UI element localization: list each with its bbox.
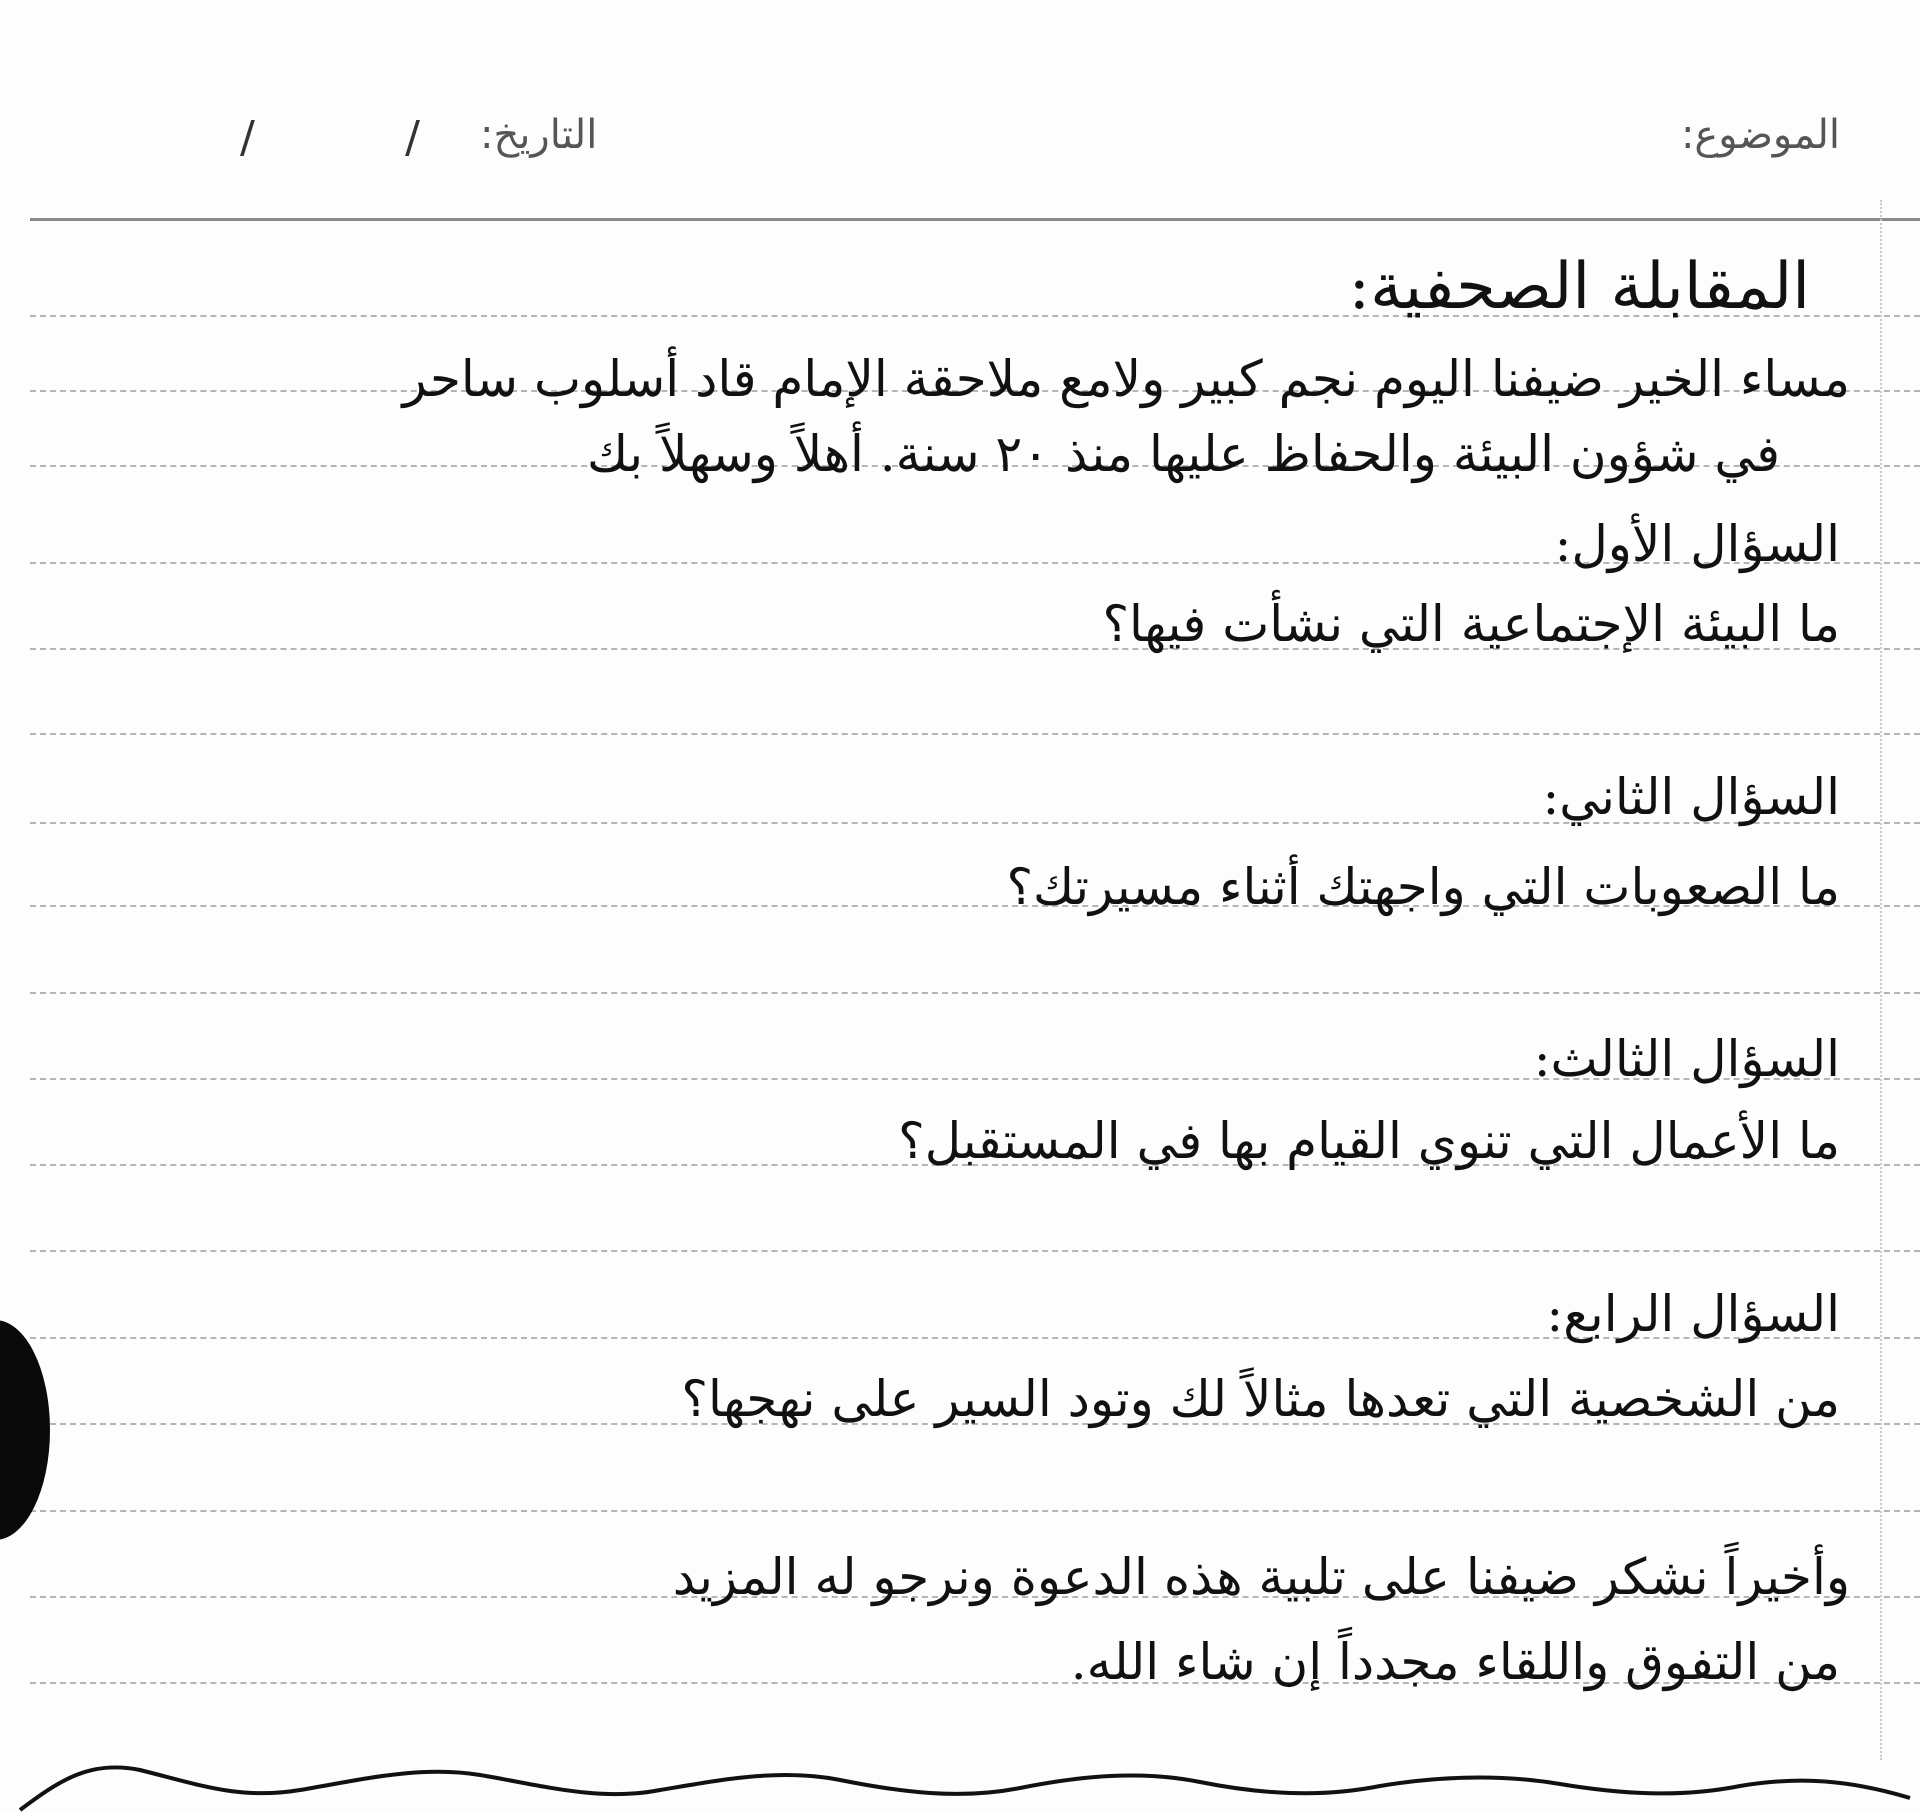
question-4-text: من الشخصية التي تعدها مثالاً لك وتود السير على نهجها؟	[681, 1370, 1840, 1428]
ruled-line	[30, 1510, 1920, 1512]
intro-line: مساء الخير ضيفنا اليوم نجم كبير ولامع ملاحقة الإمام قاد أسلوب ساحر	[402, 350, 1850, 408]
question-1-heading: السؤال الأول:	[1554, 515, 1840, 573]
question-4-heading: السؤال الرابع:	[1546, 1285, 1840, 1343]
date-slash: /	[240, 112, 255, 163]
question-2-heading: السؤال الثاني:	[1542, 768, 1840, 826]
ink-blot	[0, 1320, 50, 1540]
header-rule	[30, 218, 1920, 221]
date-slash: /	[405, 112, 420, 163]
question-3-heading: السؤال الثالث:	[1533, 1030, 1840, 1088]
date-label: التاريخ:	[480, 112, 598, 158]
closing-line: وأخيراً نشكر ضيفنا على تلبية هذه الدعوة ونرجو له المزيد	[672, 1548, 1850, 1606]
date-field	[240, 112, 420, 163]
ruled-line	[30, 1250, 1920, 1252]
intro-line: في شؤون البيئة والحفاظ عليها منذ ٢٠ سنة. أهلاً وسهلاً بك	[587, 425, 1780, 483]
question-3-text: ما الأعمال التي تنوي القيام بها في المستقبل؟	[898, 1112, 1840, 1170]
question-2-text: ما الصعوبات التي واجهتك أثناء مسيرتك؟	[1006, 858, 1840, 916]
question-1-text: ما البيئة الإجتماعية التي نشأت فيها؟	[1102, 595, 1840, 653]
subject-label: الموضوع:	[1680, 112, 1840, 158]
ruled-line	[30, 733, 1920, 735]
interview-title: المقابلة الصحفية:	[1348, 250, 1810, 324]
closing-line: من التفوق واللقاء مجدداً إن شاء الله.	[1070, 1633, 1840, 1691]
ruled-line	[30, 992, 1920, 994]
wavy-border-line	[0, 1740, 1920, 1812]
margin-line	[1880, 200, 1882, 1760]
